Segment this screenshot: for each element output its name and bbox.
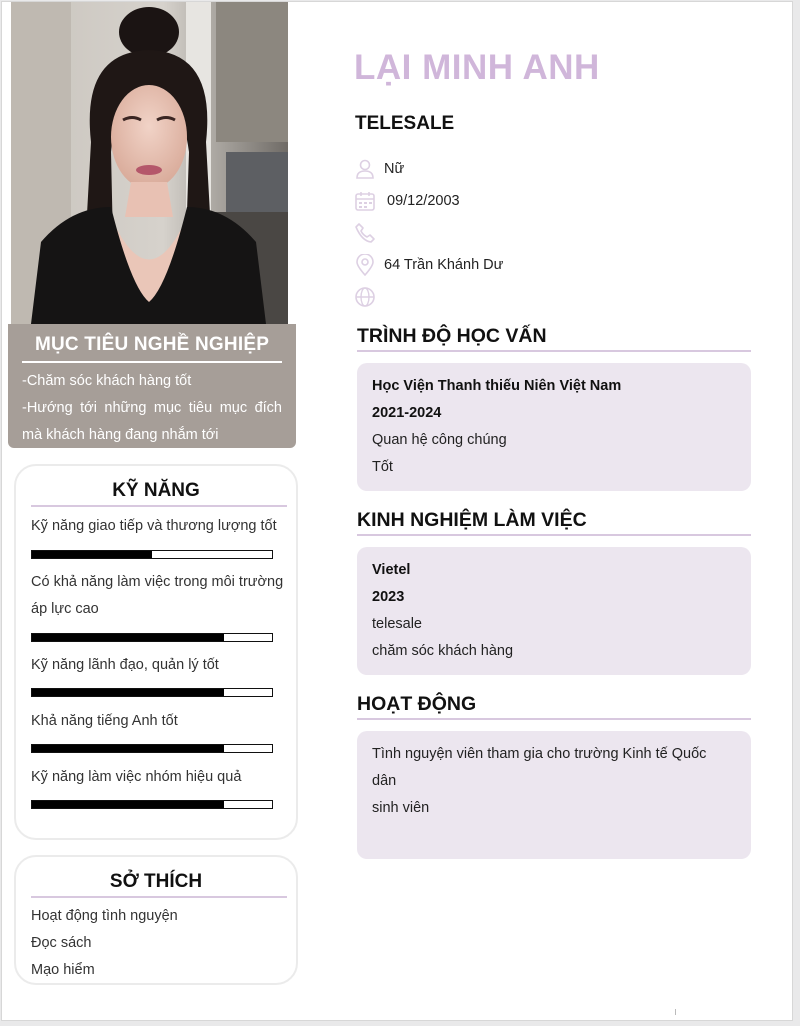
location-icon [354,254,376,276]
hobby-item: Mạo hiểm [31,962,95,978]
skills-divider [31,505,287,507]
objective-line: -Chăm sóc khách hàng tốt [22,373,192,389]
hobbies-section [14,855,298,985]
education-period: 2021-2024 [372,405,442,421]
skill-bar [31,550,273,559]
experience-title: KINH NGHIỆM LÀM VIỆC [357,509,587,531]
education-major: Quan hệ công chúng [372,432,507,448]
objective-divider [22,361,282,363]
skill-bar [31,633,273,642]
hobbies-divider [31,896,287,898]
skill-bar-fill [32,801,224,808]
education-grade: Tốt [372,459,393,475]
profile-photo [11,2,288,324]
activities-title: HOẠT ĐỘNG [357,693,477,715]
full-name: LẠI MINH ANH [354,48,600,87]
skill-bar [31,688,273,697]
phone-icon [354,222,376,244]
skill-bar [31,800,273,809]
skills-section [14,464,298,840]
cv-page [1,1,793,1021]
user-icon [354,158,376,180]
skill-bar-fill [32,745,224,752]
hobby-item: Đọc sách [31,935,92,951]
address-value: 64 Trần Khánh Dư [384,257,504,273]
skill-bar [31,744,273,753]
globe-icon [354,286,376,308]
experience-description: chăm sóc khách hàng [372,643,514,659]
skills-title: KỸ NĂNG [112,480,200,501]
education-card [357,363,751,491]
objective-line: -Hướng tới những mục tiêu mục đích mà khách hàng đang nhắm tới [22,400,282,443]
education-title: TRÌNH ĐỘ HỌC VẤN [357,325,547,347]
experience-company: Vietel [372,562,411,578]
activity-description: Tình nguyện viên tham gia cho trường Kinh tế Quốc dân [372,746,707,789]
skill-bar-fill [32,634,224,641]
calendar-icon [354,190,376,212]
page-mark [675,1009,676,1015]
experience-position: telesale [372,616,422,632]
gender-value: Nữ [384,161,405,177]
birthday-value: 09/12/2003 [387,193,460,209]
skill-label: Kỹ năng làm việc nhóm hiệu quả [31,769,242,785]
hobby-item: Hoạt động tình nguyện [31,908,178,924]
objective-title: MỤC TIÊU NGHỀ NGHIỆP [34,334,270,355]
career-objective-section [8,324,296,448]
activity-role: sinh viên [372,800,430,816]
skill-label: Kỹ năng giao tiếp và thương lượng tốt [31,518,277,534]
experience-card [357,547,751,675]
skill-bar-fill [32,551,152,558]
education-divider [357,350,751,352]
skill-label: Khả năng tiếng Anh tốt [31,713,178,729]
hobbies-title: SỞ THÍCH [109,871,203,892]
education-school: Học Viện Thanh thiếu Niên Việt Nam [372,378,622,394]
experience-year: 2023 [372,589,405,605]
activities-card [357,731,751,859]
skill-label: Kỹ năng lãnh đạo, quản lý tốt [31,657,219,673]
job-title: TELESALE [355,113,455,134]
experience-divider [357,534,751,536]
objective-text [22,368,282,449]
activities-divider [357,718,751,720]
skill-label: Có khả năng làm việc trong môi trường áp lực cao [31,574,284,617]
skill-bar-fill [32,689,224,696]
